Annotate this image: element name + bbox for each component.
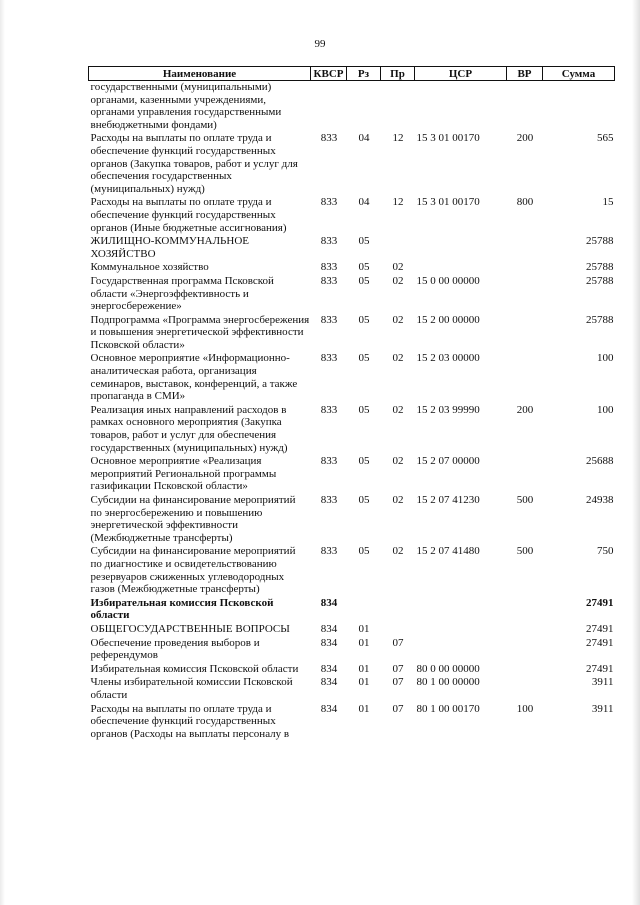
row-kvsr-cell: 834 (320, 596, 338, 609)
row-vr-cell (507, 637, 543, 663)
row-sum-cell: 3911 (591, 702, 614, 715)
row-kvsr-cell (311, 81, 347, 133)
row-sum-cell: 27491 (586, 596, 614, 609)
row-pr-cell (381, 235, 415, 261)
row-sum-cell: 24938 (586, 494, 614, 506)
header-csr: ЦСР (415, 67, 507, 81)
row-pr-cell: 02 (392, 313, 404, 326)
row-vr-cell (507, 663, 543, 677)
table-row (89, 132, 615, 196)
row-kvsr-cell: 833 (320, 545, 338, 558)
row-pr-cell: 02 (392, 403, 404, 416)
row-name-cell: Избирательная комиссия Псковской области (90, 596, 274, 622)
row-pr-cell: 02 (392, 274, 404, 287)
row-vr-cell (507, 314, 543, 353)
row-pr-cell: 07 (392, 636, 404, 649)
row-name-cell: Субсидии на финансирование мероприятий по энергосбережению и повышению энергетической эффективности (Межбюджетные трансферты) (90, 494, 296, 544)
row-sum-cell: 27491 (586, 636, 614, 649)
row-rz-cell: 01 (358, 636, 370, 649)
row-pr-cell: 02 (392, 352, 404, 365)
row-sum-cell (543, 81, 615, 133)
row-kvsr-cell: 833 (320, 455, 338, 468)
row-sum-cell: 27491 (586, 622, 614, 635)
row-csr-cell: 80 0 00 00000 (416, 662, 480, 675)
table-row (89, 81, 615, 133)
page-number: 99 (314, 38, 326, 50)
header-name: Наименование (89, 67, 311, 81)
table-row (89, 545, 615, 596)
table-body (89, 81, 615, 742)
row-rz-cell: 04 (358, 196, 370, 209)
row-vr-cell (507, 623, 543, 637)
row-rz-cell (347, 81, 381, 133)
row-csr-cell: 15 3 01 00170 (416, 196, 480, 209)
row-kvsr-cell: 833 (320, 132, 338, 145)
row-name-cell: ЖИЛИЩНО-КОММУНАЛЬНОЕ ХОЗЯЙСТВО (90, 235, 249, 260)
row-csr-cell: 80 1 00 00000 (416, 676, 480, 689)
table-row (89, 455, 615, 494)
row-csr-cell: 15 2 00 00000 (416, 313, 480, 326)
row-csr-cell (415, 81, 507, 133)
row-kvsr-cell: 834 (320, 702, 338, 715)
row-kvsr-cell: 833 (320, 313, 338, 326)
row-pr-cell: 12 (392, 196, 404, 209)
row-name-cell: Члены избирательной комиссии Псковской области (90, 676, 293, 701)
row-name-cell: государственными (муниципальными) органами, казенными учреждениями, органами управления государственными внебюджетными фондами) (90, 81, 282, 131)
row-sum-cell: 565 (597, 132, 614, 145)
row-kvsr-cell: 833 (320, 261, 338, 274)
row-csr-cell: 15 2 07 00000 (416, 455, 480, 468)
budget-table (88, 66, 615, 741)
row-kvsr-cell: 834 (320, 662, 338, 675)
row-pr-cell (381, 81, 415, 133)
row-vr-cell (507, 261, 543, 275)
row-csr-cell: 15 3 01 00170 (416, 132, 480, 145)
row-csr-cell (415, 235, 507, 261)
row-rz-cell: 05 (358, 403, 370, 416)
table-row (89, 261, 615, 275)
row-rz-cell (347, 597, 381, 623)
row-vr-cell: 100 (516, 702, 534, 715)
row-rz-cell: 01 (358, 702, 370, 715)
row-pr-cell: 02 (392, 261, 404, 274)
table-row (89, 663, 615, 677)
table-row (89, 352, 615, 403)
scan-shadow-left (0, 0, 5, 905)
row-vr-cell: 500 (516, 494, 534, 506)
row-csr-cell (415, 637, 507, 663)
row-rz-cell: 04 (358, 132, 370, 145)
row-rz-cell: 05 (358, 235, 370, 248)
row-rz-cell: 05 (358, 545, 370, 558)
row-name-cell: Основное мероприятие «Информационно-аналитическая работа, организация семинаров, выставок, конференций, а также пропаганда в СМИ» (90, 352, 298, 403)
row-csr-cell: 80 1 00 00170 (416, 702, 480, 715)
row-vr-cell (507, 275, 543, 314)
scan-shadow-right (632, 0, 640, 905)
row-csr-cell: 15 0 00 00000 (416, 274, 480, 287)
row-csr-cell (415, 261, 507, 275)
table-header-row (89, 67, 615, 81)
row-pr-cell: 07 (392, 702, 404, 715)
row-rz-cell: 05 (358, 455, 370, 468)
row-name-cell: Избирательная комиссия Псковской области (90, 662, 299, 675)
row-pr-cell: 12 (392, 132, 404, 145)
row-sum-cell: 25788 (586, 261, 614, 274)
row-vr-cell (507, 455, 543, 494)
row-vr-cell: 500 (516, 545, 534, 558)
row-name-cell: Расходы на выплаты по оплате труда и обеспечение функций государственных органов (Закупка товаров, работ и услуг для обеспечения государственных (муниципальных) нужд) (90, 132, 298, 195)
table-row (89, 597, 615, 623)
row-sum-cell: 3911 (591, 676, 614, 689)
row-pr-cell (381, 597, 415, 623)
table-row (89, 275, 615, 314)
row-kvsr-cell: 834 (320, 636, 338, 649)
table-row (89, 676, 615, 702)
row-sum-cell: 100 (597, 403, 614, 416)
row-sum-cell: 25788 (586, 235, 614, 248)
header-sum: Сумма (543, 67, 615, 81)
row-csr-cell (415, 623, 507, 637)
row-name-cell: ОБЩЕГОСУДАРСТВЕННЫЕ ВОПРОСЫ (90, 622, 290, 635)
table-row (89, 196, 615, 235)
row-vr-cell: 200 (516, 132, 534, 145)
row-csr-cell: 15 2 07 41480 (416, 545, 480, 558)
row-name-cell: Расходы на выплаты по оплате труда и обеспечение функций государственных органов (Иные бюджетные ассигнования) (90, 196, 287, 234)
row-csr-cell: 15 2 03 00000 (416, 352, 480, 365)
row-csr-cell: 15 2 07 41230 (416, 494, 480, 506)
row-name-cell: Основное мероприятие «Реализация мероприятий Региональной программы газификации Псковской области» (90, 455, 277, 493)
row-vr-cell (507, 352, 543, 403)
row-rz-cell: 05 (358, 494, 370, 506)
row-name-cell: Подпрограмма «Программа энергосбережения и повышения энергетической эффективности Псковской области» (90, 313, 310, 351)
row-kvsr-cell: 833 (320, 352, 338, 365)
table-row (89, 637, 615, 663)
row-rz-cell: 05 (358, 274, 370, 287)
table-row (89, 404, 615, 455)
row-name-cell: Обеспечение проведения выборов и референдумов (90, 636, 260, 662)
row-sum-cell: 100 (597, 352, 614, 365)
header-kvsr: КВСР (311, 67, 347, 81)
table-row (89, 703, 615, 742)
row-vr-cell (507, 676, 543, 702)
row-sum-cell: 25788 (586, 274, 614, 287)
row-rz-cell: 05 (358, 261, 370, 274)
row-pr-cell: 07 (392, 676, 404, 689)
table-row (89, 235, 615, 261)
row-pr-cell: 02 (392, 494, 404, 506)
header-pr: Пр (381, 67, 415, 81)
row-kvsr-cell: 833 (320, 403, 338, 416)
row-kvsr-cell: 834 (320, 676, 338, 689)
row-kvsr-cell: 833 (320, 494, 338, 506)
row-kvsr-cell: 833 (320, 196, 338, 209)
row-vr-cell (507, 235, 543, 261)
row-rz-cell: 05 (358, 313, 370, 326)
header-rz: Рз (347, 67, 381, 81)
row-kvsr-cell: 833 (320, 235, 338, 248)
row-vr-cell (507, 81, 543, 133)
row-sum-cell: 25688 (586, 455, 614, 468)
row-rz-cell: 01 (358, 622, 370, 635)
row-kvsr-cell: 833 (320, 274, 338, 287)
row-rz-cell: 01 (358, 676, 370, 689)
table-row (89, 314, 615, 353)
row-name-cell: Коммунальное хозяйство (90, 261, 209, 274)
row-pr-cell: 07 (392, 662, 404, 675)
row-name-cell: Государственная программа Псковской области «Энергоэффективность и энергосбережение» (90, 274, 274, 313)
row-sum-cell: 750 (597, 545, 614, 558)
row-pr-cell (381, 623, 415, 637)
row-sum-cell: 27491 (586, 662, 614, 675)
row-csr-cell: 15 2 03 99990 (416, 403, 480, 416)
row-vr-cell (507, 597, 543, 623)
row-name-cell: Реализация иных направлений расходов в рамках основного мероприятия (Закупка товаров, работ и услуг для обеспечения государственных (муниципальных) нужд) (90, 403, 288, 454)
row-kvsr-cell: 834 (320, 622, 338, 635)
header-vr: ВР (507, 67, 543, 81)
row-pr-cell: 02 (392, 545, 404, 558)
row-vr-cell: 800 (516, 196, 534, 209)
row-rz-cell: 05 (358, 352, 370, 365)
row-sum-cell: 25788 (586, 313, 614, 326)
row-name-cell: Субсидии на финансирование мероприятий по диагностике и освидетельствованию резервуаров сжиженных углеводородных газов (Межбюджетные трансферты) (90, 545, 296, 596)
table-row (89, 623, 615, 637)
row-pr-cell: 02 (392, 455, 404, 468)
row-sum-cell: 15 (602, 196, 614, 209)
table-row (89, 494, 615, 545)
row-rz-cell: 01 (358, 662, 370, 675)
row-csr-cell (415, 597, 507, 623)
row-name-cell: Расходы на выплаты по оплате труда и обеспечение функций государственных органов (Расходы на выплаты персоналу в (90, 702, 290, 740)
row-vr-cell: 200 (516, 403, 534, 416)
